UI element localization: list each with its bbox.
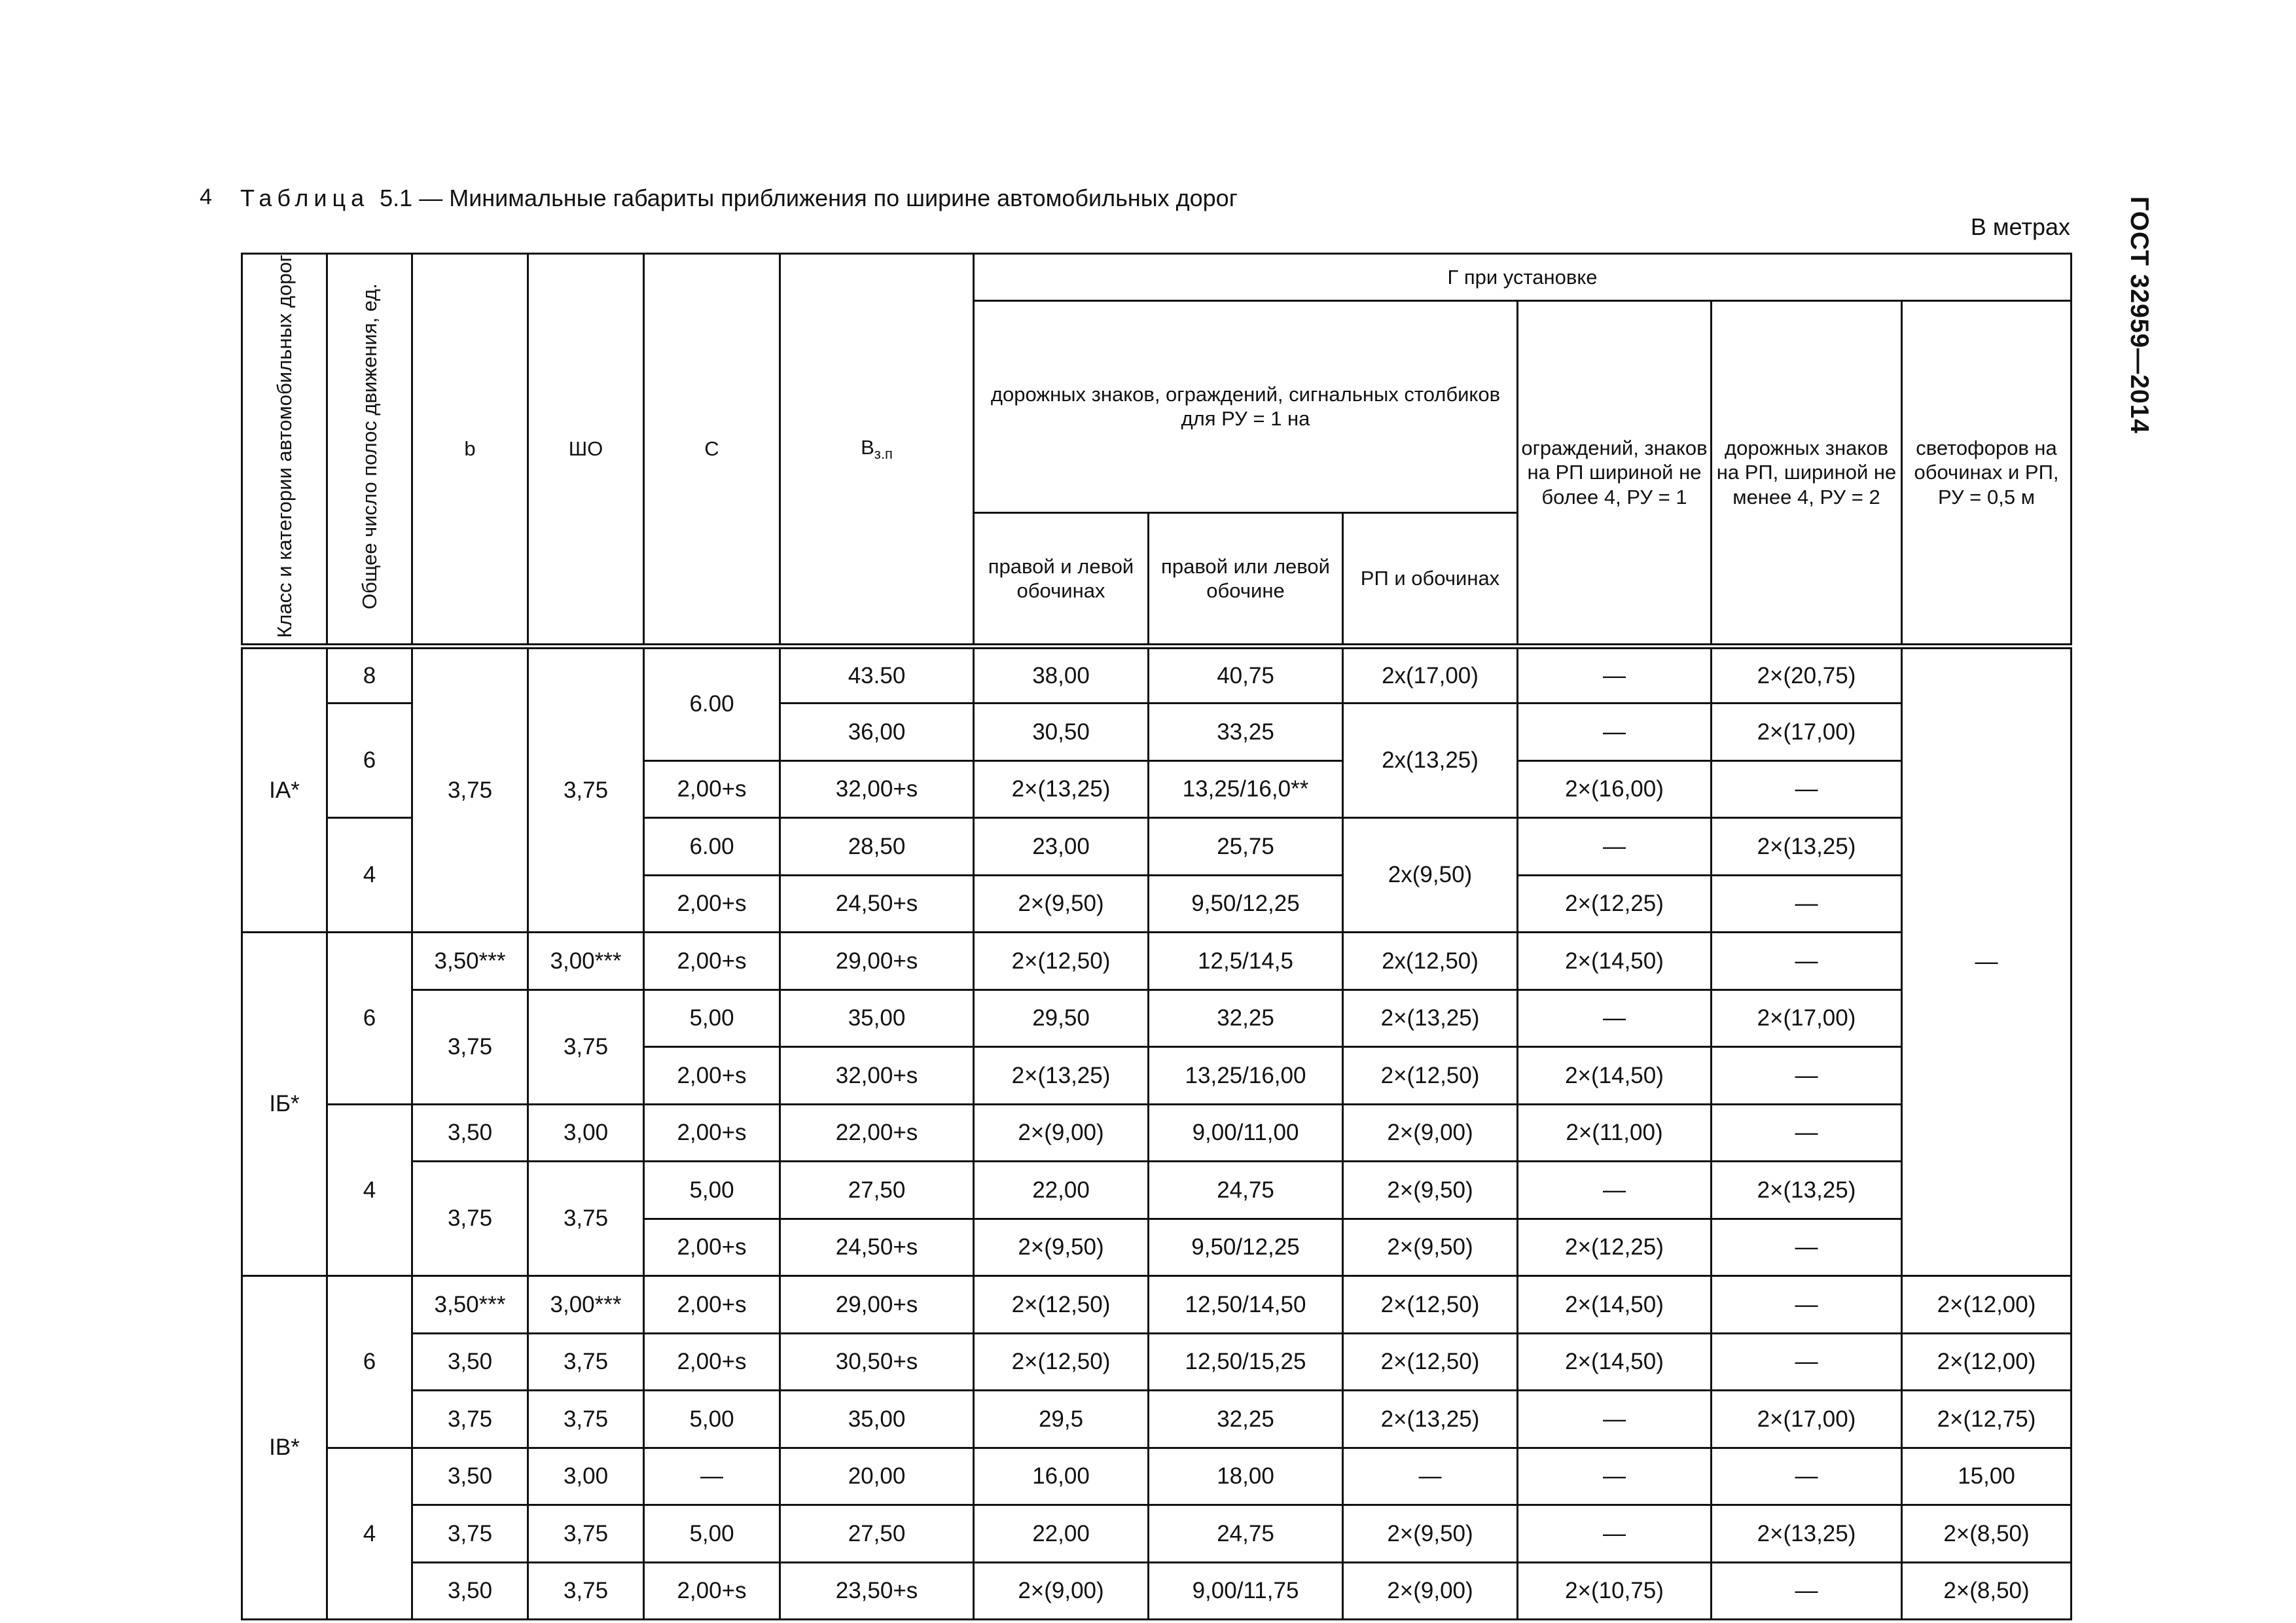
cell-class: IБ*	[242, 933, 327, 1276]
cell-class: IB*	[242, 1276, 327, 1620]
table-row	[242, 1104, 2072, 1162]
cell-sho: 3,75	[528, 1162, 644, 1276]
units-label: В метрах	[1970, 213, 2070, 240]
cell-bzp: 32,00+s	[780, 1047, 974, 1105]
cell-g3: 2×(12,50)	[1343, 1047, 1518, 1105]
cell-g2: 33,25	[1149, 704, 1343, 761]
table-row	[242, 933, 2072, 990]
cell-c: 2,00+s	[644, 1333, 780, 1391]
caption-text: 5.1 — Минимальные габариты приближения по ширине автомобильных дорог	[380, 185, 1238, 211]
cell-g3: —	[1343, 1448, 1518, 1505]
header-signs-ru1: дорожных знаков, ограждений, сигнальных столбиков для РУ = 1 на	[974, 301, 1518, 513]
cell-g4: 2×(10,75)	[1518, 1562, 1712, 1620]
cell-g5: —	[1712, 1104, 1902, 1162]
cell-g5: 2×(17,00)	[1712, 704, 1902, 761]
cell-lanes: 6	[327, 704, 412, 818]
cell-g3: 2×(13,25)	[1343, 1391, 1518, 1448]
cell-b: 3,75	[412, 646, 528, 933]
cell-sho: 3,75	[528, 1562, 644, 1620]
cell-g3: 2×(12,50)	[1343, 1276, 1518, 1334]
cell-bzp: 35,00	[780, 990, 974, 1047]
cell-g2: 13,25/16,0**	[1149, 760, 1343, 818]
cell-sho: 3,75	[528, 646, 644, 933]
table-row	[242, 1391, 2072, 1448]
cell-bzp: 27,50	[780, 1505, 974, 1563]
cell-g5: —	[1712, 760, 1902, 818]
cell-bzp: 27,50	[780, 1162, 974, 1219]
cell-g1: 29,5	[974, 1391, 1149, 1448]
cell-b: 3,50***	[412, 1276, 528, 1334]
cell-sho: 3,75	[528, 1505, 644, 1563]
cell-g3: 2x(17,00)	[1343, 646, 1518, 704]
table-row	[242, 1448, 2072, 1505]
cell-bzp: 29,00+s	[780, 933, 974, 990]
cell-g6: 2×(12,00)	[1902, 1276, 2072, 1334]
cell-g2: 24,75	[1149, 1505, 1343, 1563]
cell-g6: —	[1902, 646, 2072, 1276]
cell-g3: 2×(9,50)	[1343, 1505, 1518, 1563]
cell-g4: 2×(16,00)	[1518, 760, 1712, 818]
cell-c: 2,00+s	[644, 1219, 780, 1276]
cell-g2: 13,25/16,00	[1149, 1047, 1343, 1105]
cell-sho: 3,00***	[528, 1276, 644, 1334]
cell-b: 3,75	[412, 990, 528, 1104]
cell-g5: 2×(17,00)	[1712, 1391, 1902, 1448]
cell-g3: 2×(9,00)	[1343, 1104, 1518, 1162]
header-g: Г при установке	[974, 254, 2072, 301]
cell-sho: 3,75	[528, 1391, 644, 1448]
cell-c: 2,00+s	[644, 1104, 780, 1162]
header-rp-shoulders: РП и обочинах	[1343, 512, 1518, 646]
cell-g2: 18,00	[1149, 1448, 1343, 1505]
cell-b: 3,75	[412, 1162, 528, 1276]
cell-g1: 2×(12,50)	[974, 1333, 1149, 1391]
cell-g2: 32,25	[1149, 990, 1343, 1047]
table-row	[242, 1562, 2072, 1620]
cell-g5: 2×(13,25)	[1712, 818, 1902, 876]
cell-g1: 2×(13,25)	[974, 1047, 1149, 1105]
cell-g3: 2×(13,25)	[1343, 990, 1518, 1047]
cell-g1: 2×(12,50)	[974, 1276, 1149, 1334]
standard-designation-text: ГОСТ 32959—2014	[2125, 196, 2153, 434]
cell-g5: —	[1712, 1276, 1902, 1334]
cell-b: 3,50	[412, 1448, 528, 1505]
cell-g3: 2x(12,50)	[1343, 933, 1518, 990]
cell-g1: 2×(9,50)	[974, 875, 1149, 933]
cell-g2: 9,50/12,25	[1149, 875, 1343, 933]
cell-g5: 2×(20,75)	[1712, 646, 1902, 704]
cell-bzp: 23,50+s	[780, 1562, 974, 1620]
cell-g3: 2×(12,50)	[1343, 1333, 1518, 1391]
cell-b: 3,75	[412, 1505, 528, 1563]
cell-g2: 24,75	[1149, 1162, 1343, 1219]
cell-g3: 2×(9,50)	[1343, 1162, 1518, 1219]
cell-lanes: 4	[327, 1448, 412, 1620]
cell-g5: —	[1712, 1562, 1902, 1620]
cell-g2: 25,75	[1149, 818, 1343, 876]
cell-g3: 2x(13,25)	[1343, 704, 1518, 818]
cell-g4: —	[1518, 1505, 1712, 1563]
cell-sho: 3,00***	[528, 933, 644, 990]
cell-c: 5,00	[644, 990, 780, 1047]
header-right-or-left: правой или левой обочине	[1149, 512, 1343, 646]
cell-g3: 2×(9,50)	[1343, 1219, 1518, 1276]
header-barriers: ограждений, знаков на РП шириной не более 4, РУ = 1	[1518, 301, 1712, 647]
cell-g5: —	[1712, 933, 1902, 990]
cell-g3: 2×(9,00)	[1343, 1562, 1518, 1620]
cell-g2: 9,00/11,75	[1149, 1562, 1343, 1620]
cell-g1: 30,50	[974, 704, 1149, 761]
cell-bzp: 29,00+s	[780, 1276, 974, 1334]
cell-g5: —	[1712, 1448, 1902, 1505]
cell-bzp: 22,00+s	[780, 1104, 974, 1162]
cell-g5: 2×(13,25)	[1712, 1162, 1902, 1219]
cell-c: 6.00	[644, 646, 780, 760]
table-row	[242, 1333, 2072, 1391]
cell-g4: 2×(11,00)	[1518, 1104, 1712, 1162]
cell-b: 3,50***	[412, 933, 528, 990]
cell-b: 3,50	[412, 1562, 528, 1620]
cell-g4: 2×(14,50)	[1518, 1047, 1712, 1105]
header-signs-rp: дорожных знаков на РП, шириной не менее 4, РУ = 2	[1712, 301, 1902, 647]
cell-g1: 38,00	[974, 646, 1149, 704]
cell-g4: —	[1518, 1162, 1712, 1219]
table-row	[242, 990, 2072, 1047]
cell-g5: —	[1712, 1333, 1902, 1391]
standard-designation	[2106, 196, 2172, 471]
cell-g4: —	[1518, 704, 1712, 761]
cell-g4: 2×(12,25)	[1518, 875, 1712, 933]
cell-g1: 22,00	[974, 1505, 1149, 1563]
cell-lanes: 6	[327, 1276, 412, 1448]
cell-g6: 2×(8,50)	[1902, 1505, 2072, 1563]
cell-g4: —	[1518, 646, 1712, 704]
header-bzp: $В_{з.п}$	[780, 254, 974, 647]
cell-g6: 2×(12,00)	[1902, 1333, 2072, 1391]
cell-lanes: 4	[327, 1104, 412, 1276]
cell-sho: 3,75	[528, 990, 644, 1104]
cell-g1: 2×(13,25)	[974, 760, 1149, 818]
cell-c: 2,00+s	[644, 1562, 780, 1620]
table-row	[242, 646, 2072, 704]
cell-g1: 2×(9,50)	[974, 1219, 1149, 1276]
cell-c: 2,00+s	[644, 1047, 780, 1105]
cell-g4: —	[1518, 1448, 1712, 1505]
table-caption	[240, 185, 1238, 212]
cell-bzp: 24,50+s	[780, 1219, 974, 1276]
cell-c: 2,00+s	[644, 933, 780, 990]
cell-g1: 29,50	[974, 990, 1149, 1047]
cell-lanes: 4	[327, 818, 412, 933]
cell-lanes: 6	[327, 933, 412, 1105]
cell-class: IA*	[242, 646, 327, 933]
cell-lanes: 8	[327, 646, 412, 704]
cell-b: 3,75	[412, 1391, 528, 1448]
cell-g4: 2×(12,25)	[1518, 1219, 1712, 1276]
cell-g1: 2×(9,00)	[974, 1562, 1149, 1620]
cell-c: 2,00+s	[644, 875, 780, 933]
cell-g1: 16,00	[974, 1448, 1149, 1505]
page-number: 4	[200, 185, 212, 209]
header-sho: ШО	[528, 254, 644, 647]
cell-sho: 3,00	[528, 1104, 644, 1162]
cell-g1: 22,00	[974, 1162, 1149, 1219]
header-lights: светофоров на обочинах и РП, РУ = 0,5 м	[1902, 301, 2072, 647]
cell-sho: 3,75	[528, 1333, 644, 1391]
header-right-left: правой и левой обочинах	[974, 512, 1149, 646]
cell-b: 3,50	[412, 1333, 528, 1391]
cell-g2: 12,50/15,25	[1149, 1333, 1343, 1391]
cell-g6: 2×(12,75)	[1902, 1391, 2072, 1448]
cell-c: 5,00	[644, 1162, 780, 1219]
cell-g1: 2×(12,50)	[974, 933, 1149, 990]
cell-g1: 2×(9,00)	[974, 1104, 1149, 1162]
cell-g2: 40,75	[1149, 646, 1343, 704]
cell-c: 5,00	[644, 1505, 780, 1563]
table-row	[242, 1162, 2072, 1219]
cell-b: 3,50	[412, 1104, 528, 1162]
cell-g2: 12,5/14,5	[1149, 933, 1343, 990]
cell-bzp: 30,50+s	[780, 1333, 974, 1391]
cell-g5: —	[1712, 1219, 1902, 1276]
cell-g6: 15,00	[1902, 1448, 2072, 1505]
cell-g5: 2×(13,25)	[1712, 1505, 1902, 1563]
cell-c: —	[644, 1448, 780, 1505]
cell-sho: 3,00	[528, 1448, 644, 1505]
cell-g4: 2×(14,50)	[1518, 933, 1712, 990]
cell-bzp: 32,00+s	[780, 760, 974, 818]
cell-c: 6.00	[644, 818, 780, 876]
cell-g4: 2×(14,50)	[1518, 1276, 1712, 1334]
cell-g2: 32,25	[1149, 1391, 1343, 1448]
cell-c: 5,00	[644, 1391, 780, 1448]
header-b: b	[412, 254, 528, 647]
cell-g4: —	[1518, 990, 1712, 1047]
cell-c: 2,00+s	[644, 1276, 780, 1334]
cell-g6: 2×(8,50)	[1902, 1562, 2072, 1620]
cell-g2: 12,50/14,50	[1149, 1276, 1343, 1334]
caption-prefix: Таблица	[240, 185, 370, 211]
cell-g4: —	[1518, 818, 1712, 876]
cell-g5: —	[1712, 875, 1902, 933]
header-class: Класс и категории автомобильных дорог	[242, 254, 327, 647]
header-lanes: Общее число полос движения, ед.	[327, 254, 412, 647]
cell-bzp: 35,00	[780, 1391, 974, 1448]
cell-g1: 23,00	[974, 818, 1149, 876]
cell-c: 2,00+s	[644, 760, 780, 818]
cell-g2: 9,00/11,00	[1149, 1104, 1343, 1162]
header-c: С	[644, 254, 780, 647]
cell-bzp: 36,00	[780, 704, 974, 761]
cell-g3: 2x(9,50)	[1343, 818, 1518, 933]
cell-bzp: 24,50+s	[780, 875, 974, 933]
gabarit-table	[241, 253, 2072, 1620]
cell-g2: 9,50/12,25	[1149, 1219, 1343, 1276]
cell-g5: —	[1712, 1047, 1902, 1105]
table-row	[242, 1276, 2072, 1334]
cell-bzp: 20,00	[780, 1448, 974, 1505]
cell-g4: —	[1518, 1391, 1712, 1448]
cell-bzp: 43.50	[780, 646, 974, 704]
cell-g4: 2×(14,50)	[1518, 1333, 1712, 1391]
cell-g5: 2×(17,00)	[1712, 990, 1902, 1047]
table-row	[242, 1505, 2072, 1563]
cell-bzp: 28,50	[780, 818, 974, 876]
